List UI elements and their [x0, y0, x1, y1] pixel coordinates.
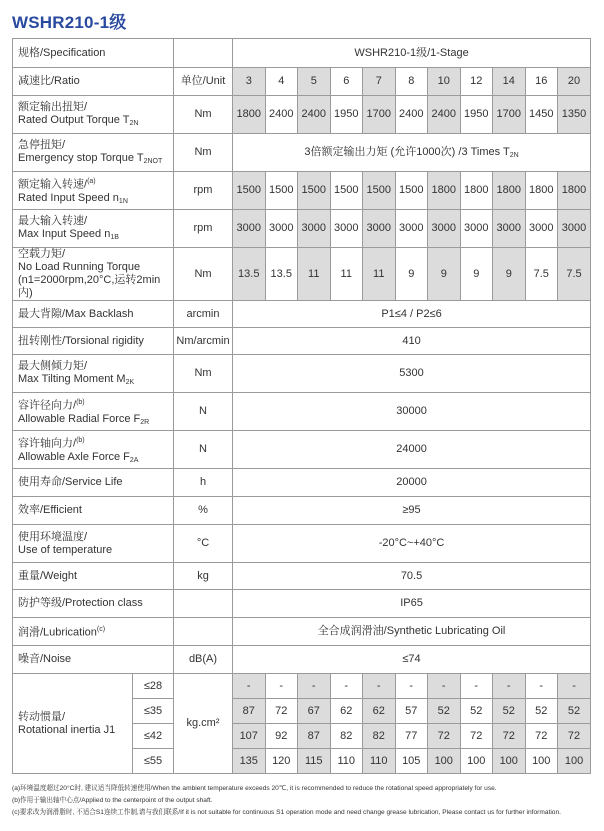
value-cell: 1950 [330, 96, 363, 134]
value-cell: 87 [233, 699, 266, 724]
value-cell: 1800 [525, 172, 558, 210]
value-cell: 52 [558, 699, 591, 724]
value-cell: 1800 [493, 172, 526, 210]
value-cell: 72 [265, 699, 298, 724]
value-cell: 72 [428, 724, 461, 749]
value-cell: 9 [493, 248, 526, 301]
inertia-unit: kg.cm² [174, 674, 233, 774]
noise-label: 噪音/Noise [13, 646, 174, 674]
value-cell: 10 [428, 68, 461, 96]
value-cell: - [460, 674, 493, 699]
axial-unit: N [174, 431, 233, 469]
value-cell: 100 [493, 749, 526, 774]
value-cell: 100 [558, 749, 591, 774]
inertia-size: ≤35 [133, 699, 174, 724]
value-cell: 100 [525, 749, 558, 774]
row-efficiency [13, 497, 591, 525]
value-cell: 9 [395, 248, 428, 301]
footnote-b: (b)作用于输出轴中心点/Applied to the centerpoint of the output shaft. [12, 797, 213, 804]
spec-value: WSHR210-1级/1-Stage [233, 39, 591, 68]
value-cell: 2400 [428, 96, 461, 134]
value-cell: 9 [428, 248, 461, 301]
value-cell: 92 [265, 724, 298, 749]
value-cell: 52 [525, 699, 558, 724]
value-cell: 9 [460, 248, 493, 301]
protection-unit [174, 590, 233, 618]
inertia-size: ≤28 [133, 674, 174, 699]
emergency-torque-label: 急停扭矩/ Emergency stop Torque $T_{2NOT}$ [13, 134, 174, 172]
value-cell: 100 [428, 749, 461, 774]
value-cell: 110 [363, 749, 396, 774]
value-cell: 72 [493, 724, 526, 749]
rated-speed-label: 额定输入转速/$^{(a)}$ Rated Input Speed $n_{1N}$ [13, 172, 174, 210]
axial-value: 24000 [233, 431, 591, 469]
value-cell: 52 [460, 699, 493, 724]
value-cell: - [558, 674, 591, 699]
row-protection [13, 590, 591, 618]
value-cell: 1500 [233, 172, 266, 210]
value-cell: 11 [330, 248, 363, 301]
tilting-label: 最大侧倾力矩/ Max Tilting Moment $M_{2K}$ [13, 355, 174, 393]
footnote-a: (a)环境温度超过20°C时, 建议适当降低转速使用/When the ambient temperature exceeds 20℃, it is recommended to reduce the rotational speed appropriately for use. [12, 785, 497, 792]
inertia-size: ≤55 [133, 749, 174, 774]
value-cell: - [330, 674, 363, 699]
value-cell: - [363, 674, 396, 699]
inertia-label: 转动惯量/ Rotational inertia J1 [13, 674, 133, 774]
rated-speed-unit: rpm [174, 172, 233, 210]
unit-header: 单位/Unit [174, 68, 233, 96]
value-cell: 2400 [265, 96, 298, 134]
efficiency-label: 效率/Efficient [13, 497, 174, 525]
value-cell: 1800 [558, 172, 591, 210]
value-cell: - [298, 674, 331, 699]
rigidity-value: 410 [233, 328, 591, 355]
value-cell: 6 [330, 68, 363, 96]
backlash-value: P1≤4 / P2≤6 [233, 301, 591, 328]
max-speed-label: 最大输入转速/ Max Input Speed $n_{1B}$ [13, 210, 174, 248]
value-cell: 3000 [395, 210, 428, 248]
row-lubrication [13, 618, 591, 646]
value-cell: 1500 [363, 172, 396, 210]
value-cell: 1800 [428, 172, 461, 210]
value-cell: - [493, 674, 526, 699]
row-no-load-torque [13, 248, 591, 301]
row-weight [13, 563, 591, 590]
value-cell: 5 [298, 68, 331, 96]
emergency-torque-unit: Nm [174, 134, 233, 172]
value-cell: - [233, 674, 266, 699]
value-cell: 72 [558, 724, 591, 749]
efficiency-unit: % [174, 497, 233, 525]
life-value: 20000 [233, 469, 591, 497]
value-cell: 87 [298, 724, 331, 749]
value-cell: 1500 [395, 172, 428, 210]
value-cell: 1500 [298, 172, 331, 210]
value-cell: 3000 [233, 210, 266, 248]
row-tilting-moment [13, 355, 591, 393]
radial-value: 30000 [233, 393, 591, 431]
lubrication-unit [174, 618, 233, 646]
tilting-unit: Nm [174, 355, 233, 393]
value-cell: 82 [363, 724, 396, 749]
backlash-label: 最大背隙/Max Backlash [13, 301, 174, 328]
value-cell: 3000 [330, 210, 363, 248]
protection-value: IP65 [233, 590, 591, 618]
protection-label: 防护等级/Protection class [13, 590, 174, 618]
value-cell: 67 [298, 699, 331, 724]
spec-label: 规格/Specification [13, 39, 174, 68]
value-cell: 107 [233, 724, 266, 749]
tilting-value: 5300 [233, 355, 591, 393]
value-cell: 13.5 [233, 248, 266, 301]
value-cell: 3 [233, 68, 266, 96]
rated-torque-label: 额定输出扭矩/ Rated Output Torque $T_{2N}$ [13, 96, 174, 134]
value-cell: 1700 [363, 96, 396, 134]
value-cell: 110 [330, 749, 363, 774]
temperature-label: 使用环境温度/ Use of temperature [13, 525, 174, 563]
row-emergency-torque [13, 134, 591, 172]
value-cell: 3000 [493, 210, 526, 248]
row-temperature [13, 525, 591, 563]
value-cell: 135 [233, 749, 266, 774]
row-rated-torque [13, 96, 591, 134]
value-cell: 3000 [525, 210, 558, 248]
value-cell: 20 [558, 68, 591, 96]
lubrication-value: 全合成润滑油/Synthetic Lubricating Oil [233, 618, 591, 646]
row-noise [13, 646, 591, 674]
value-cell: 1800 [233, 96, 266, 134]
rigidity-label: 扭转刚性/Torsional rigidity [13, 328, 174, 355]
row-service-life [13, 469, 591, 497]
value-cell: 72 [460, 724, 493, 749]
backlash-unit: arcmin [174, 301, 233, 328]
row-specification [13, 39, 591, 68]
value-cell: 8 [395, 68, 428, 96]
value-cell: 2400 [395, 96, 428, 134]
row-rated-speed [13, 172, 591, 210]
radial-unit: N [174, 393, 233, 431]
row-ratio [13, 68, 591, 96]
value-cell: 52 [428, 699, 461, 724]
value-cell: 62 [330, 699, 363, 724]
value-cell: 115 [298, 749, 331, 774]
weight-label: 重量/Weight [13, 563, 174, 590]
value-cell: 3000 [460, 210, 493, 248]
value-cell: 2400 [298, 96, 331, 134]
row-backlash [13, 301, 591, 328]
value-cell: 1500 [265, 172, 298, 210]
value-cell: 82 [330, 724, 363, 749]
value-cell: 3000 [558, 210, 591, 248]
value-cell: 1800 [460, 172, 493, 210]
value-cell: 120 [265, 749, 298, 774]
value-cell: 3000 [363, 210, 396, 248]
value-cell: 77 [395, 724, 428, 749]
row-torsional-rigidity [13, 328, 591, 355]
value-cell: - [265, 674, 298, 699]
noise-unit: dB(A) [174, 646, 233, 674]
lubrication-label: 润滑/Lubrication$^{(c)}$ [13, 618, 174, 646]
value-cell: 13.5 [265, 248, 298, 301]
value-cell: 57 [395, 699, 428, 724]
no-load-torque-label: 空载力矩/ No Load Running Torque (n1=2000rpm,20°C,运转2min内) [13, 248, 174, 301]
rigidity-unit: Nm/arcmin [174, 328, 233, 355]
temperature-value: -20°C~+40°C [233, 525, 591, 563]
max-speed-unit: rpm [174, 210, 233, 248]
footnote-c: (c)要求改为润滑脂时, 不适合S1连续工作制,请与我们联系/If it is not suitable for continuous S1 operation mode and need change grease lubrication, Please contact us for further information. [12, 809, 561, 816]
life-unit: h [174, 469, 233, 497]
row-axial-force [13, 431, 591, 469]
weight-unit: kg [174, 563, 233, 590]
life-label: 使用寿命/Service Life [13, 469, 174, 497]
axial-label: 容许轴向力/$^{(b)}$ Allowable Axle Force $F_{2A}$ [13, 431, 174, 469]
value-cell: 100 [460, 749, 493, 774]
noise-value: ≤74 [233, 646, 591, 674]
value-cell: 1450 [525, 96, 558, 134]
value-cell: 7.5 [558, 248, 591, 301]
value-cell: - [525, 674, 558, 699]
row-inertia [13, 674, 591, 699]
value-cell: 12 [460, 68, 493, 96]
value-cell: 62 [363, 699, 396, 724]
value-cell: 52 [493, 699, 526, 724]
weight-value: 70.5 [233, 563, 591, 590]
rated-torque-unit: Nm [174, 96, 233, 134]
page-title: WSHR210-1级 [12, 13, 127, 32]
value-cell: 1350 [558, 96, 591, 134]
efficiency-value: ≥95 [233, 497, 591, 525]
value-cell: 11 [363, 248, 396, 301]
radial-label: 容许径向力/$^{(b)}$ Allowable Radial Force $F_{2R}$ [13, 393, 174, 431]
ratio-label: 减速比/Ratio [13, 68, 174, 96]
no-load-torque-unit: Nm [174, 248, 233, 301]
temperature-unit: °C [174, 525, 233, 563]
row-max-speed [13, 210, 591, 248]
value-cell: 1950 [460, 96, 493, 134]
value-cell: 3000 [298, 210, 331, 248]
footnotes [12, 783, 597, 819]
value-cell: 1500 [330, 172, 363, 210]
value-cell: 7.5 [525, 248, 558, 301]
value-cell: - [395, 674, 428, 699]
value-cell: 14 [493, 68, 526, 96]
value-cell: 4 [265, 68, 298, 96]
emergency-torque-value: 3倍额定输出力矩 (允许1000次) /3 Times $T_{2N}$ [233, 134, 591, 172]
value-cell: 1700 [493, 96, 526, 134]
row-radial-force [13, 393, 591, 431]
value-cell: 11 [298, 248, 331, 301]
value-cell: 7 [363, 68, 396, 96]
value-cell: 3000 [428, 210, 461, 248]
value-cell: 105 [395, 749, 428, 774]
value-cell: 3000 [265, 210, 298, 248]
value-cell: 72 [525, 724, 558, 749]
spec-table [12, 38, 591, 774]
value-cell: - [428, 674, 461, 699]
value-cell: 16 [525, 68, 558, 96]
inertia-size: ≤42 [133, 724, 174, 749]
